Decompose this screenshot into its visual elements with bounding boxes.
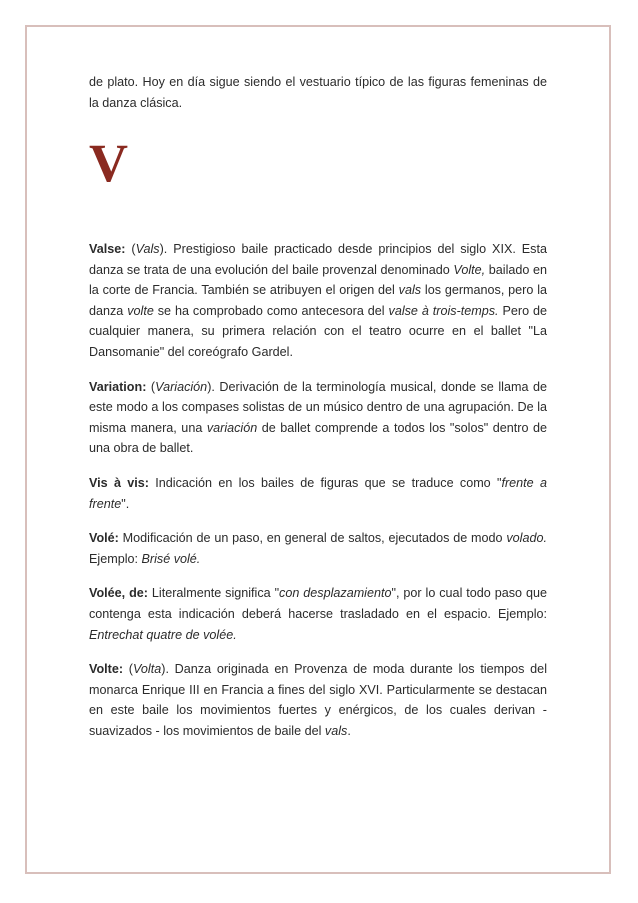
entry-text: ", por lo cual todo paso que contenga esta indicación deberá hacerse trasladado en el espacio. Ejemplo:: [89, 586, 547, 621]
entry-italic: Entrechat quatre de volée.: [89, 627, 237, 642]
glossary-entries: [89, 239, 547, 755]
entry-term: Volte:: [89, 662, 124, 677]
entry-text: ). Danza originada en Provenza de moda durante los tiempos del monarca Enrique III en Francia a fines del siglo XVI. Particularmente se destacan en este baile los movimientos fuertes y enérgicos, de los cuales derivan - suavizados - los movimientos de baile del: [89, 662, 547, 738]
entry-term: Vis à vis:: [89, 475, 149, 490]
entry-text: se ha comprobado como antecesora del: [153, 303, 389, 318]
entry-text: de ballet comprende a todos los "solos" dentro de una obra de ballet.: [89, 420, 547, 456]
entry-text: los germanos, pero la danza: [89, 283, 547, 318]
page-content: [89, 72, 547, 113]
entry-text: ). Prestigioso baile practicado desde principios del siglo XIX. Esta danza se trata de una evolución del baile provenzal denominado: [89, 242, 547, 277]
entry-italic: valse à trois-temps.: [388, 303, 499, 318]
entry-text: ). Derivación de la terminología musical, donde se llama de este modo a los compases solistas de un músico dentro de una agrupación. De la misma manera, una: [89, 379, 547, 435]
entry-italic: vals: [324, 723, 348, 738]
entry-term: Variation:: [89, 379, 147, 394]
section-letter: V: [89, 133, 128, 193]
entry-italic: volado.: [506, 531, 547, 546]
entry-variation: [89, 377, 547, 459]
entry-italic: frente a frente: [89, 475, 547, 511]
entry-volee: [89, 583, 547, 645]
entry-valse: [89, 239, 547, 363]
entry-italic: variación: [206, 420, 258, 435]
entry-text: ".: [121, 496, 130, 511]
entry-vis-a-vis: [89, 473, 547, 514]
entry-term: Volé:: [89, 531, 119, 546]
entry-italic: Vals: [135, 242, 160, 256]
entry-italic: Volta: [133, 662, 162, 677]
entry-text: (: [125, 242, 136, 256]
entry-volte: [89, 659, 547, 741]
entry-italic: con desplazamiento: [279, 586, 392, 601]
entry-text: Pero de cualquier manera, su primera relación con el teatro ocurre en el ballet "La Dansomanie" del coreógrafo Gardel.: [89, 303, 547, 359]
entry-text: Ejemplo:: [89, 551, 142, 566]
entry-italic: vals: [398, 283, 422, 298]
intro-paragraph: de plato. Hoy en día sigue siendo el vestuario típico de las figuras femeninas de la danza clásica.: [89, 75, 547, 110]
entry-vole: [89, 528, 547, 569]
entry-text: .: [347, 723, 351, 738]
entry-term: Valse:: [89, 242, 126, 256]
entry-term: Volée, de:: [89, 586, 148, 601]
entry-italic: Volte,: [453, 262, 486, 277]
entry-italic: Brisé volé.: [141, 551, 201, 566]
entry-text: Indicación en los bailes de figuras que se traduce como ": [149, 475, 502, 490]
entry-text: (: [123, 662, 133, 677]
entry-italic: volte: [127, 303, 154, 318]
entry-text: bailado en la corte de Francia. También se atribuyen el origen del: [89, 262, 548, 298]
entry-text: Modificación de un paso, en general de saltos, ejecutados de modo: [118, 531, 507, 546]
entry-text: (: [146, 379, 156, 394]
entry-text: Literalmente significa ": [147, 586, 280, 601]
entry-italic: Variación: [155, 379, 208, 394]
